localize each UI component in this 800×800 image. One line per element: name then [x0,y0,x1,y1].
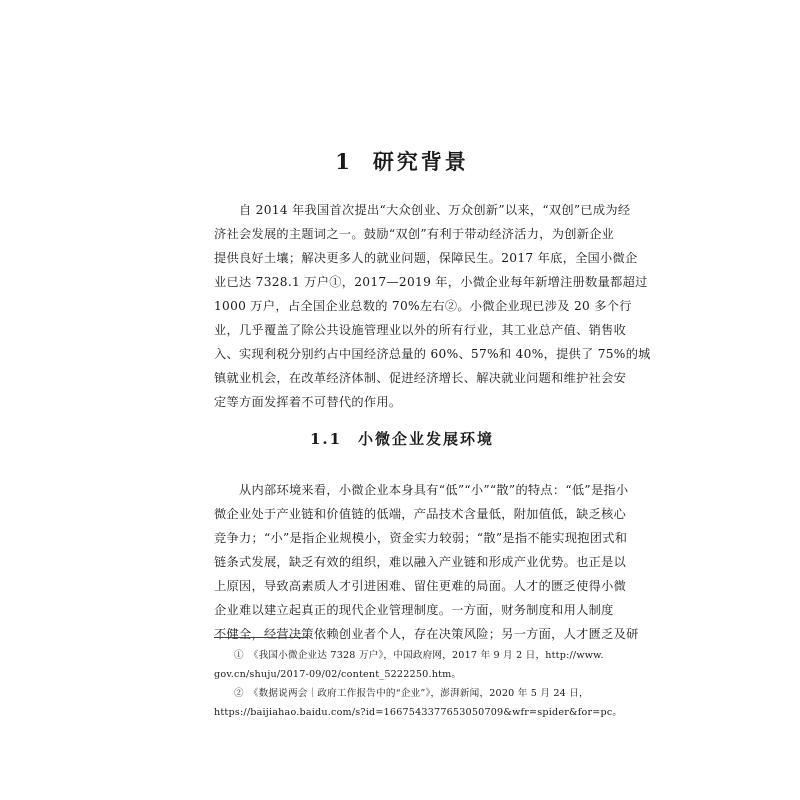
footnote-line: ① 《我国小微企业达 7328 万户》，中国政府网，2017 年 9 月 2 日，http://www. [234,650,604,661]
section-title [214,428,590,449]
section-paragraph [214,478,639,646]
chapter-number: 1 [335,149,353,174]
chapter-title [214,146,590,176]
paragraph-line: 业，几乎覆盖了除公共设施管理业以外的所有行业，其工业总产值、销售收 [214,323,627,337]
paragraph-line: 从内部环境来看，小微企业本身具有“低”“小”“散”的特点：“低”是指小 [239,483,629,497]
footnote-line: gov.cn/shuju/2017-09/02/content_5222250.htm。 [214,669,462,680]
paragraph-line: 入、实现利税分别约占中国经济总量的 60%、57%和 40%，提供了 75%的城 [214,347,651,361]
paragraph-line: 业已达 7328.1 万户①，2017—2019 年，小微企业每年新增注册数量都超过 [214,275,648,289]
section-number: 1.1 [309,430,343,448]
paragraph-line: 镇就业机会，在改革经济体制、促进经济增长、解决就业问题和维护社会安 [214,371,627,385]
paragraph-line: 提供良好土壤；解决更多人的就业问题，保障民生。2017 年底，全国小微企 [214,251,638,265]
section-title-text: 小微企业发展环境 [358,430,495,448]
paragraph-line: 自 2014 年我国首次提出“大众创业、万众创新”以来，“双创”已成为经 [239,203,631,217]
footnote-1 [214,646,604,684]
footnote-line: https://baijiahao.baidu.com/s?id=1667543377653050709&wfr=spider&for=pc。 [214,707,623,718]
paragraph-line: 竞争力；“小”是指企业规模小，资金实力较弱；“散”是指不能实现抱团式和 [214,531,628,545]
paragraph-line: 不健全，经营决策依赖创业者个人，存在决策风险；另一方面，人才匮乏及研 [214,627,639,641]
paragraph-line: 定等方面发挥着不可替代的作用。 [214,395,402,409]
chapter-title-text: 研究背景 [372,149,469,174]
paragraph-line: 微企业处于产业链和价值链的低端，产品技术含量低，附加值低，缺乏核心 [214,507,627,521]
paragraph-line: 企业难以建立起真正的现代企业管理制度。一方面，财务制度和用人制度 [214,603,614,617]
footnote-line: ② 《数据说两会｜政府工作报告中的“企业”》，澎湃新闻，2020 年 5 月 24 日， [234,688,589,699]
paragraph-line: 上原因，导致高素质人才引进困难、留住更难的局面。人才的匮乏使得小微 [214,579,627,593]
intro-paragraph [214,198,651,414]
paragraph-line: 济社会发展的主题词之一。鼓励“双创”有利于带动经济活力，为创新企业 [214,227,615,241]
footnote-2 [214,684,623,722]
paragraph-line: 链条式发展，缺乏有效的组织，难以融入产业链和形成产业优势。也正是以 [214,555,627,569]
footnote-divider [214,637,308,638]
paragraph-line: 1000 万户，占全国企业总数的 70%左右②。小微企业现已涉及 20 多个行 [214,299,632,313]
